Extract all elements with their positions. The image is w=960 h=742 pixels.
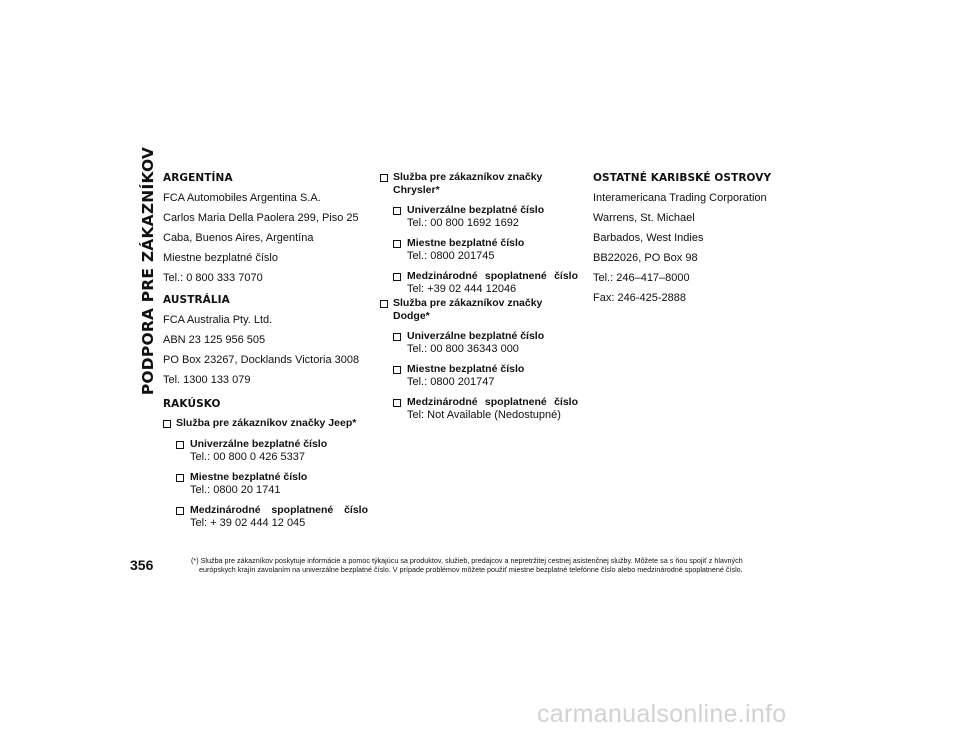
text-line: Fax: 246-425-2888 [593, 292, 686, 304]
checkbox-square-icon [176, 441, 184, 449]
text-line: ABN 23 125 956 505 [163, 334, 266, 346]
checkbox-square-icon [163, 420, 171, 428]
checkbox-square-icon [393, 273, 401, 281]
bullet-chrysler-service: Služba pre zákazníkov značky Chrysler* [380, 171, 578, 197]
footnote [191, 556, 791, 574]
checkbox-square-icon [393, 240, 401, 248]
checkbox-square-icon [393, 399, 401, 407]
heading-caribbean: OSTATNÉ KARIBSKÉ OSTROVY [593, 172, 772, 184]
text-line: Carlos Maria Della Paolera 299, Piso 25 [163, 212, 359, 224]
text-line: Interamericana Trading Corporation [593, 192, 767, 204]
text-line: Miestne bezplatné číslo [163, 252, 278, 264]
bullet-jeep-service: Služba pre zákazníkov značky Jeep* [163, 417, 368, 430]
sub-item-universal: Univerzálne bezplatné číslo Tel.: 00 800 0 426 5337 [163, 438, 368, 463]
checkbox-square-icon [176, 474, 184, 482]
text-line: Tel.: 246–417–8000 [593, 272, 690, 284]
checkbox-square-icon [393, 366, 401, 374]
checkbox-square-icon [380, 300, 388, 308]
checkbox-square-icon [176, 507, 184, 515]
heading-argentina: ARGENTÍNA [163, 172, 233, 184]
footnote-line-1: (*) Služba pre zákazníkov poskytuje informácie a pomoc týkajúcu sa produktov, služieb, predajcov a nepretržitej cestnej asistenčnej služby. Môžete sa s ňou spojiť z hlavných [191, 556, 743, 565]
sub-item-international: Medzinárodné spoplatnené číslo Tel: + 39 02 444 12 045 [163, 504, 368, 529]
text-line: Tel.: 0 800 333 7070 [163, 272, 263, 284]
footnote-line-2: európskych krajín zavolaním na univerzálne bezplatné číslo. V prípade problémov môžete použiť miestne bezplatné telefónne číslo alebo medzinárodné spoplatnené číslo. [199, 565, 743, 574]
sidebar-title-text: PODPORA PRE ZÁKAZNÍKOV [139, 146, 157, 396]
heading-australia: AUSTRÁLIA [163, 294, 230, 306]
column-left [163, 168, 368, 529]
sub-item-international: Medzinárodné spoplatnené číslo Tel: +39 02 444 12046 [380, 270, 578, 295]
sub-item-local: Miestne bezplatné číslo Tel.: 0800 201745 [380, 237, 578, 262]
checkbox-square-icon [393, 207, 401, 215]
bullet-dodge-service: Služba pre zákazníkov značky Dodge* [380, 297, 578, 323]
sidebar-section-title [137, 146, 159, 396]
watermark: carmanualsonline.info [537, 700, 787, 728]
checkbox-square-icon [380, 174, 388, 182]
text-line: PO Box 23267, Docklands Victoria 3008 [163, 354, 360, 366]
heading-rakusko: RAKÚSKO [163, 398, 221, 410]
sub-item-local: Miestne bezplatné číslo Tel.: 0800 20 1741 [163, 471, 368, 496]
text-line: FCA Australia Pty. Ltd. [163, 314, 273, 326]
text-line: Warrens, St. Michael [593, 212, 695, 224]
text-line: FCA Automobiles Argentina S.A. [163, 192, 321, 204]
text-line: Barbados, West Indies [593, 232, 704, 244]
text-line: BB22026, PO Box 98 [593, 252, 698, 264]
sub-item-international: Medzinárodné spoplatnené číslo Tel: Not Available (Nedostupné) [380, 396, 578, 421]
column-right [593, 168, 793, 308]
page-number: 356 [130, 557, 154, 573]
sub-item-local: Miestne bezplatné číslo Tel.: 0800 201747 [380, 363, 578, 388]
column-middle [380, 168, 578, 421]
text-line: Caba, Buenos Aires, Argentína [163, 232, 314, 244]
sub-item-universal: Univerzálne bezplatné číslo Tel.: 00 800 36343 000 [380, 330, 578, 355]
sub-item-universal: Univerzálne bezplatné číslo Tel.: 00 800 1692 1692 [380, 204, 578, 229]
text-line: Tel. 1300 133 079 [163, 374, 251, 386]
checkbox-square-icon [393, 333, 401, 341]
